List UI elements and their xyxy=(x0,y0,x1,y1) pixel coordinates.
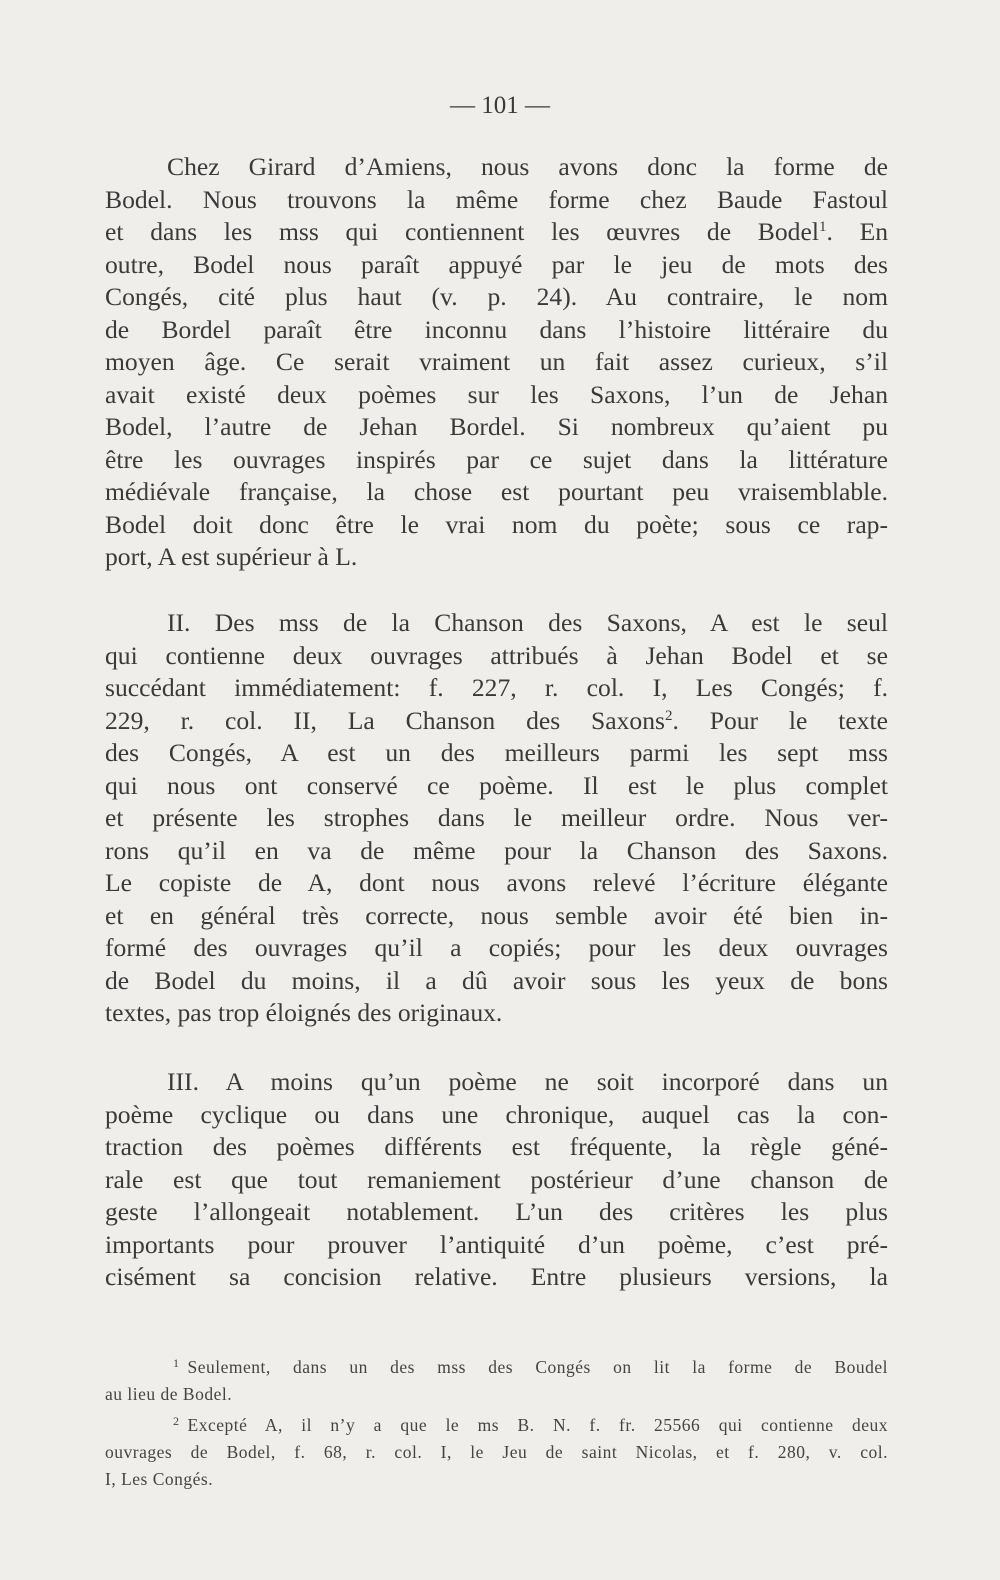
footnote-text-line: ouvrages de Bodel, f. 68, r. col. I, le Jeu de saint Nicolas, et f. 280, v. col. xyxy=(105,1442,888,1462)
footnote-text-line: I, Les Congés. xyxy=(105,1469,214,1489)
footnote-1 xyxy=(105,1350,888,1381)
text-line: médiévale française, la chose est pourtant peu vraisemblable. xyxy=(105,477,888,506)
text-line: II. Des mss de la Chanson des Saxons, A est le seul xyxy=(167,608,888,637)
text-line: Le copiste de A, dont nous avons relevé l’écriture élégante xyxy=(105,868,888,897)
text-line: geste l’allongeait notablement. L’un des critères les plus xyxy=(105,1197,888,1226)
text-line: qui nous ont conservé ce poème. Il est le plus complet xyxy=(105,770,888,800)
text-line: port, A est supérieur à L. xyxy=(105,542,358,571)
text-line: III. A moins qu’un poème ne soit incorporé dans un xyxy=(167,1067,888,1096)
footnote-text-line: au lieu de Bodel. xyxy=(105,1384,233,1404)
text-line: traction des poèmes différents est fréquente, la règle géné- xyxy=(105,1132,888,1161)
text-line: moyen âge. Ce serait vraiment un fait assez curieux, s’il xyxy=(105,347,888,376)
text-line: textes, pas trop éloignés des originaux. xyxy=(105,998,503,1027)
text-line: poème cyclique ou dans une chronique, auquel cas la con- xyxy=(105,1099,888,1129)
text-line: importants pour prouver l’antiquité d’un poème, c’est pré- xyxy=(105,1229,888,1259)
text-line: Bodel, l’autre de Jehan Bordel. Si nombreux qu’aient pu xyxy=(105,412,888,441)
text-line: avait existé deux poèmes sur les Saxons, l’un de Jehan xyxy=(105,379,888,409)
text-line: qui contienne deux ouvrages attribués à Jehan Bodel et se xyxy=(105,640,888,670)
footnote-ref: 2 xyxy=(664,707,673,724)
text-line: Bodel. Nous trouvons la même forme chez Baude Fastoul xyxy=(105,184,888,214)
text-line xyxy=(105,216,888,249)
text-fragment: 229, r. col. II, La Chanson des Saxons xyxy=(105,705,665,735)
footnotes xyxy=(105,1350,888,1493)
text-line: Chez Girard d’Amiens, nous avons donc la forme de xyxy=(167,152,888,181)
text-line xyxy=(105,705,888,738)
paragraph-1 xyxy=(105,151,888,574)
text-line: cisément sa concision relative. Entre plusieurs versions, la xyxy=(105,1262,888,1291)
text-line: des Congés, A est un des meilleurs parmi les sept mss xyxy=(105,738,888,767)
text-fragment: et dans les mss qui contiennent les œuvres de Bodel xyxy=(105,217,819,246)
text-line: formé des ouvrages qu’il a copiés; pour les deux ouvrages xyxy=(105,933,888,962)
text-line: Congés, cité plus haut (v. p. 24). Au contraire, le nom xyxy=(105,282,888,311)
text-line: succédant immédiatement: f. 227, r. col. I, Les Congés; f. xyxy=(105,673,888,702)
footnote-text: Seulement, dans un des mss des Congés on lit la forme de Boudel xyxy=(187,1357,888,1377)
footnote-mark: 2 xyxy=(173,1414,180,1428)
text-line: être les ouvrages inspirés par ce sujet dans la littérature xyxy=(105,444,888,474)
footnote-text: Excepté A, il n’y a que le ms B. N. f. fr. 25566 qui contienne deux xyxy=(187,1415,888,1435)
text-line: rale est que tout remaniement postérieur d’une chanson de xyxy=(105,1164,888,1194)
text-line: de Bodel du moins, il a dû avoir sous les yeux de bons xyxy=(105,965,888,995)
text-line: et présente les strophes dans le meilleur ordre. Nous ver- xyxy=(105,803,888,832)
page-number: — 101 — xyxy=(450,92,550,119)
text-fragment: . Pour le texte xyxy=(672,705,888,735)
paragraph-2 xyxy=(105,607,888,1030)
footnote-mark: 1 xyxy=(173,1356,180,1370)
footnote-ref: 1 xyxy=(818,219,827,235)
text-line: de Bordel paraît être inconnu dans l’histoire littéraire du xyxy=(105,314,888,344)
text-line: rons qu’il en va de même pour la Chanson des Saxons. xyxy=(105,835,888,865)
paragraph-3 xyxy=(105,1066,888,1294)
footnote-2 xyxy=(105,1408,888,1439)
text-fragment: . En xyxy=(826,217,888,246)
text-line: Bodel doit donc être le vrai nom du poète; sous ce rap- xyxy=(105,509,888,539)
text-line: outre, Bodel nous paraît appuyé par le jeu de mots des xyxy=(105,249,888,279)
text-line: et en général très correcte, nous semble avoir été bien in- xyxy=(105,900,888,930)
